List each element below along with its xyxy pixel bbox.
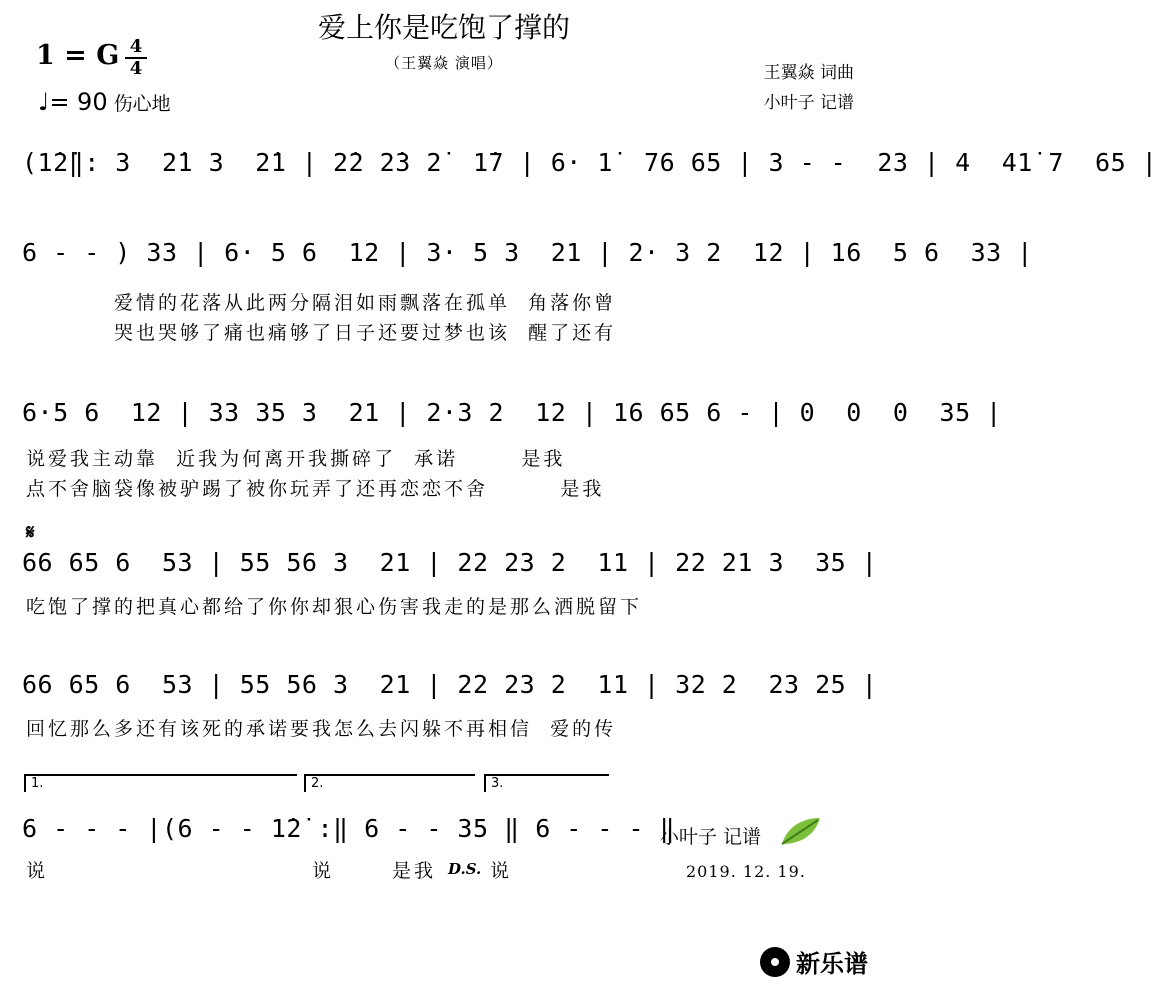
notator-signature: 小叶子 记谱	[660, 826, 762, 848]
time-signature	[125, 38, 147, 78]
lyrics-verse1-line-3: 说爱我主动靠 近我为何离开我撕碎了 承诺 是我	[26, 448, 566, 470]
record-disc-icon	[760, 947, 790, 977]
song-title: 爱上你是吃饱了撑的	[317, 11, 570, 44]
notes-line-5: 66 65 6 53 | 55 56 3 21 | 22 23 2 11 | 32 2 23 25 |	[22, 670, 878, 699]
notes-line-2: 6 - - ) 33 | 6· 5 6 12 | 3· 5 3 21 | 2· 3 2 12 | 16 5 6 33 |	[22, 238, 1033, 267]
lyrics-line-4: 吃饱了撑的把真心都给了你你却狠心伤害我走的是那么洒脱留下	[26, 596, 643, 618]
notation-date: 2019. 12. 19.	[686, 862, 806, 881]
lyrics-ending-1: 说	[26, 860, 49, 882]
notes-line-3: 6·5 6 12 | 33 35 3 21 | 2·3 2 12 | 16 65 6 - | 0 0 0 35 |	[22, 398, 1002, 427]
score-line-2	[22, 230, 1033, 350]
score-line-1	[22, 140, 1157, 200]
lyrics-verse2-line-2: 哭也哭够了痛也痛够了日子还要过梦也该 醒了还有	[114, 322, 617, 344]
lyrics-ending-2-b: 是我	[392, 860, 437, 882]
score-line-3	[22, 390, 1002, 510]
notator-credit: 小叶子 记谱	[763, 93, 854, 113]
expression-mark: 伤心地	[113, 93, 171, 115]
notes-line-1: (1̇2̇‖: 3 2̇1 3 2̇1 | 2̇2 2̇3 2̇ 1̇7 | 6· 1̇ 76 65 | 3 - - 23 | 4 41̇ 7 65 |	[22, 148, 1157, 177]
tempo-mark	[38, 88, 171, 116]
notes-line-6: 6 - - - |(6 - - 1̇2̇ :‖ 6 - - 35 ‖ 6 - - - ‖	[22, 814, 676, 843]
lyrics-verse1-line-2: 爱情的花落从此两分隔泪如雨飘落在孤单 角落你曾	[114, 292, 617, 314]
score-line-5	[22, 662, 878, 752]
site-logo	[760, 944, 868, 979]
logo-text: 新乐谱	[796, 950, 868, 978]
notes-line-4: 66 65 6 53 | 55 56 3 21 | 22 23 2 11 | 22 21 3 35 |	[22, 548, 878, 577]
time-signature-bottom: 4	[129, 58, 143, 79]
tempo-value: ♩= 90	[38, 88, 108, 116]
score-line-4	[22, 540, 878, 630]
key-signature: 1 = G	[36, 40, 120, 71]
lyrics-ending-3: 说	[490, 860, 513, 882]
segno-sign: 𝄋	[26, 520, 35, 544]
performer-credit: （王翼焱 演唱）	[385, 54, 503, 72]
leaf-icon	[778, 814, 822, 852]
ds-marking: D.S.	[448, 860, 482, 878]
lyrics-line-5: 回忆那么多还有该死的承诺要我怎么去闪躲不再相信 爱的传	[26, 718, 617, 740]
lyrics-verse2-line-3: 点不舍脑袋像被驴踢了被你玩弄了还再恋恋不舍 是我	[26, 478, 605, 500]
ending-3: 3.	[484, 774, 609, 792]
score-line-6	[22, 806, 866, 896]
ending-2: 2.	[304, 774, 475, 792]
ending-1: 1.	[24, 774, 297, 792]
composer-credit: 王翼焱 词曲	[763, 63, 854, 83]
lyrics-ending-2-a: 说	[312, 860, 335, 882]
time-signature-top: 4	[129, 36, 143, 57]
